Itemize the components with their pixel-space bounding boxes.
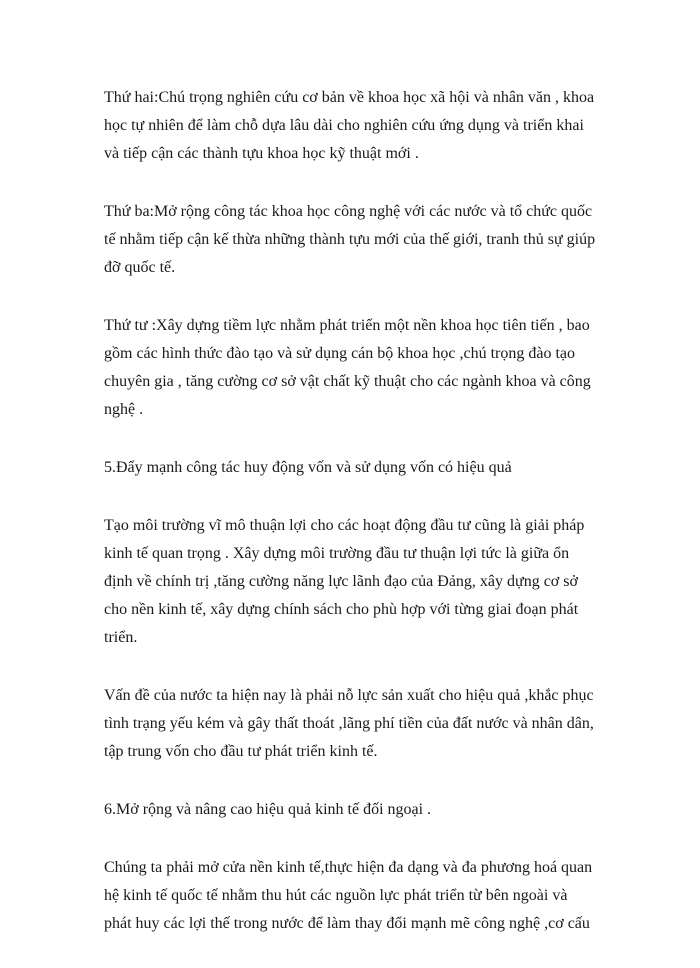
text-line: Thứ tư :Xây dựng tiềm lực nhằm phát triển một nền khoa học tiên tiến , bao — [104, 317, 590, 334]
paragraph-van-de — [104, 682, 600, 766]
text-line: Tạo môi trường vĩ mô thuận lợi cho các hoạt động đầu tư cũng là giải pháp — [104, 517, 585, 534]
section-heading-6 — [104, 796, 600, 824]
text-line: triển. — [104, 629, 138, 646]
text-line: phát huy các lợi thế trong nước để làm thay đổi mạnh mẽ công nghệ ,cơ cấu — [104, 915, 590, 932]
text-line: Thứ hai:Chú trọng nghiên cứu cơ bản về khoa học xã hội và nhân văn , khoa — [104, 89, 595, 106]
text-line: kinh tế quan trọng . Xây dựng môi trường đầu tư thuận lợi tức là giữa ổn — [104, 545, 570, 562]
text-line: cho nền kinh tế, xây dựng chính sách cho phù hợp với từng giai đoạn phát — [104, 601, 579, 618]
text-line: tập trung vốn cho đầu tư phát triển kinh tế. — [104, 743, 378, 760]
text-line: định về chính trị ,tăng cường năng lực lãnh đạo của Đảng, xây dựng cơ sở — [104, 573, 578, 590]
text-line: Thứ ba:Mở rộng công tác khoa học công nghệ với các nước và tổ chức quốc — [104, 203, 593, 220]
paragraph-moi-truong — [104, 512, 600, 652]
text-line: hệ kinh tế quốc tế nhằm thu hút các nguồn lực phát triển từ bên ngoài và — [104, 887, 568, 904]
text-line: gồm các hình thức đào tạo và sử dụng cán bộ khoa học ,chú trọng đào tạo — [104, 345, 575, 362]
paragraph-thu-tu — [104, 312, 600, 424]
text-line: tình trạng yếu kém và gây thất thoát ,lãng phí tiền của đất nước và nhân dân, — [104, 715, 594, 732]
paragraph-thu-hai — [104, 84, 600, 168]
document-body — [104, 84, 600, 968]
text-line: nghệ . — [104, 401, 144, 418]
text-line: Chúng ta phải mở cửa nền kinh tế,thực hiện đa dạng và đa phương hoá quan — [104, 859, 593, 876]
text-line: 5.Đẩy mạnh công tác huy động vốn và sử dụng vốn có hiệu quả — [104, 459, 512, 476]
text-line: học tự nhiên để làm chỗ dựa lâu dài cho nghiên cứu ứng dụng và triển khai — [104, 117, 584, 134]
text-line: 6.Mở rộng và nâng cao hiệu quả kinh tế đối ngoại . — [104, 801, 432, 818]
text-line: chuyên gia , tăng cường cơ sở vật chất kỹ thuật cho các ngành khoa và công — [104, 373, 591, 390]
text-line: tế nhằm tiếp cận kế thừa những thành tựu mới của thế giới, tranh thủ sự giúp — [104, 231, 596, 248]
text-line: Vấn đề của nước ta hiện nay là phải nỗ lực sản xuất cho hiệu quả ,khắc phục — [104, 687, 594, 704]
paragraph-thu-ba — [104, 198, 600, 282]
section-heading-5 — [104, 454, 600, 482]
text-line: đỡ quốc tế. — [104, 259, 176, 276]
text-line: và tiếp cận các thành tựu khoa học kỹ thuật mới . — [104, 145, 419, 162]
paragraph-mo-cua — [104, 854, 600, 938]
